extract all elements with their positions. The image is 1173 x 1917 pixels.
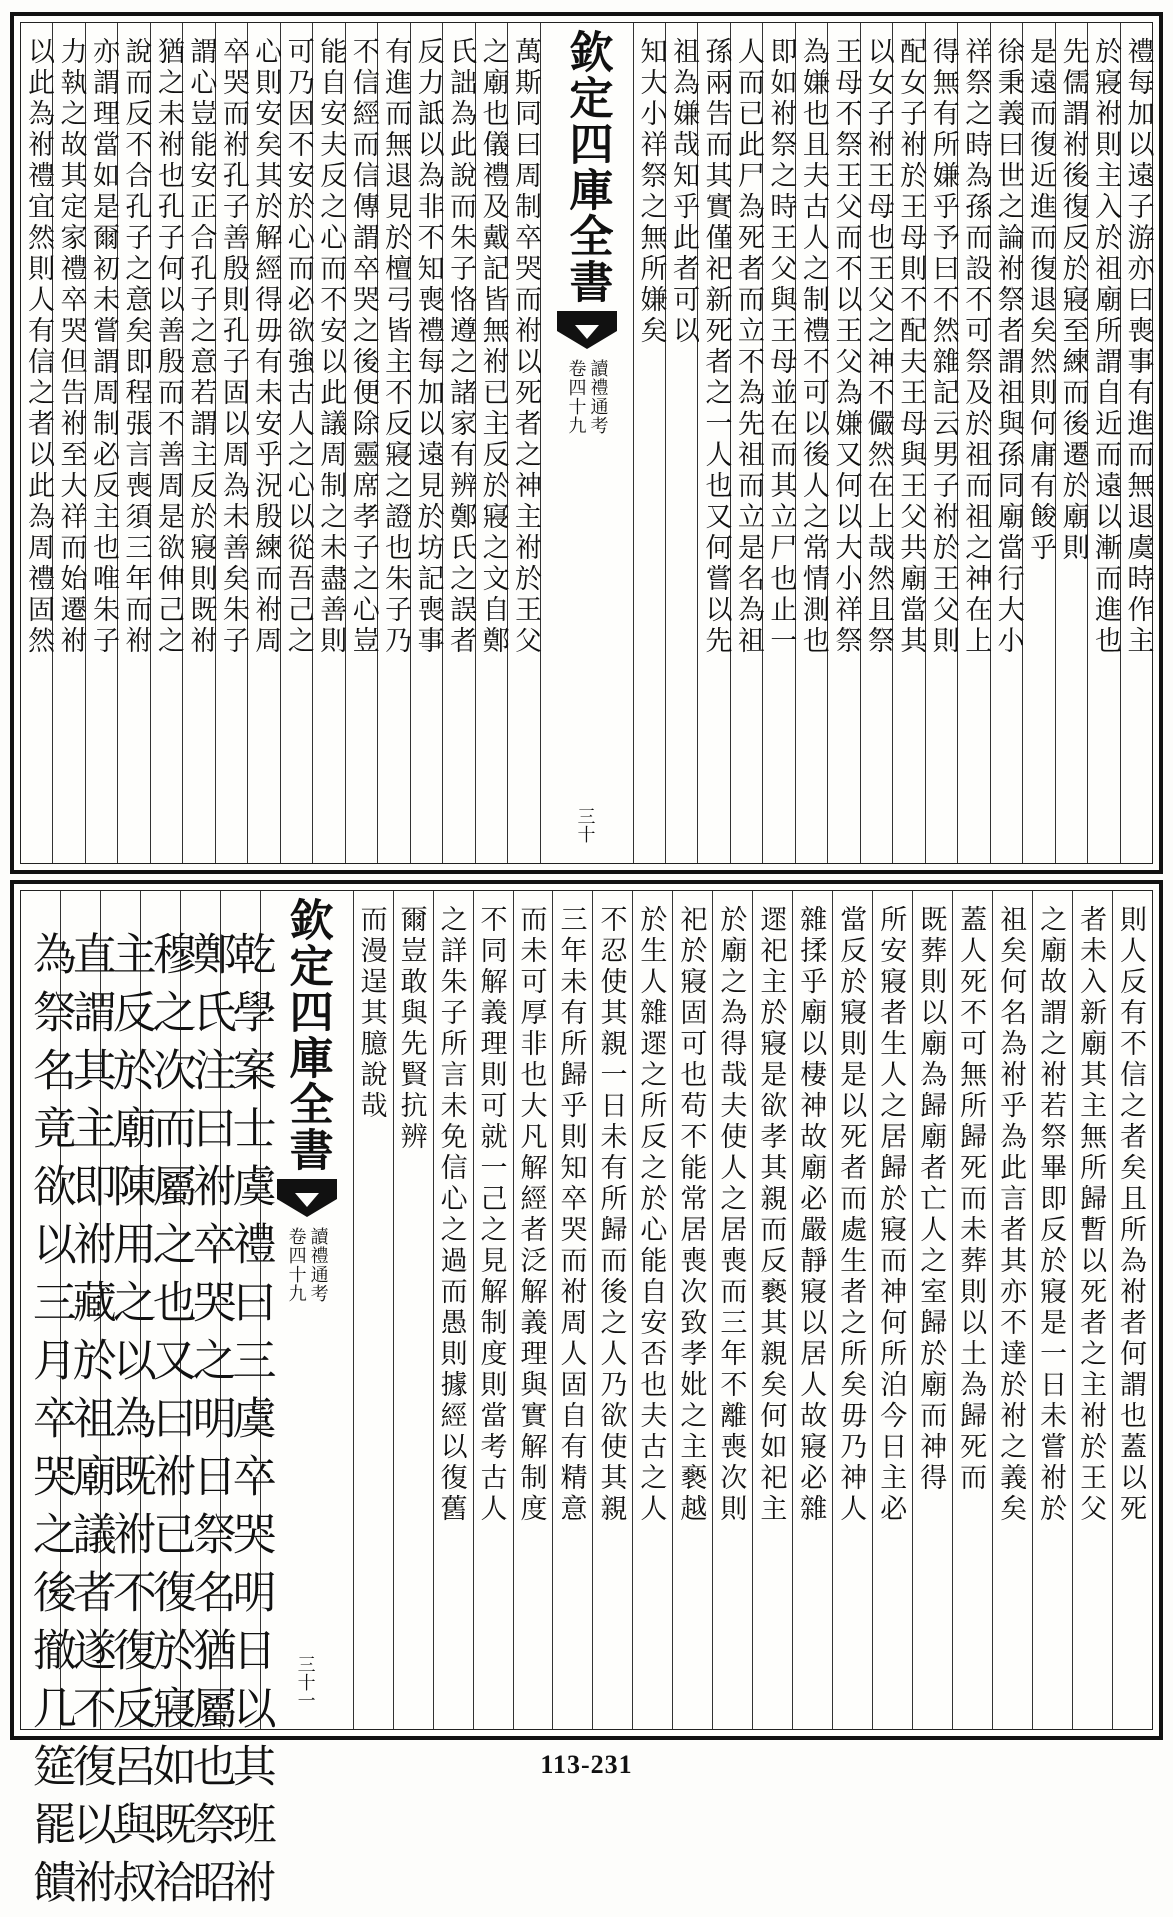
text-column: [1022, 23, 1057, 863]
text-column: [762, 23, 797, 863]
page-number: 三十一: [294, 1655, 316, 1709]
column-text: 說而反不合孔子之意矣即程張言喪須三年而祔: [120, 37, 152, 657]
text-column: [795, 23, 827, 863]
column-text: 雜揉乎廟以棲神故廟必嚴靜寢以居人故寢必雜: [795, 905, 827, 1525]
column-text: 乾學案士虞禮曰三虞卒哭明日以其班祔: [224, 931, 276, 1917]
column-text: 主反於廟陳用之以為既祔不復反呂與叔: [104, 931, 156, 1917]
juan-title: 讀禮通考: [587, 359, 609, 435]
column-text: 當反於寢則是以死者而處生者之所矣毋乃神人: [835, 905, 867, 1525]
column-text: 得無有所嫌乎予曰不然雜記云男子祔於王父則: [927, 37, 959, 657]
text-column: [990, 23, 1022, 863]
scan-page-number: 113-231: [540, 1750, 633, 1779]
column-text: 之廟也儀禮及戴記皆無祔已主反於寢之文自鄭: [477, 37, 509, 657]
column-text: 而未可厚非也大凡解經者泛解義理與實解制度: [515, 905, 547, 1525]
column-text: 以此為祔禮宜然則人有信之者以此為周禮固然: [23, 37, 54, 657]
column-text: 三年未有所歸乎則知卒哭而祔周人固自有精意: [555, 905, 587, 1525]
book-header: 欽定四庫全書: [281, 897, 333, 1173]
column-text: 於寢祔則主入於祖廟所謂自近而遠以漸而進也: [1090, 37, 1122, 657]
text-column: [827, 23, 862, 863]
text-column: [633, 23, 665, 863]
column-text: 為祭名竟欲以三月卒哭之後撤几筵罷饋: [24, 931, 76, 1917]
column-text: 謂心豈能安正合孔子之意若謂主反於寢則既祔: [185, 37, 217, 657]
text-column: [473, 891, 513, 1729]
text-column: [247, 23, 282, 863]
column-text: 穆之次而屬之也又曰祔已復於寢如既祫: [144, 931, 196, 1917]
column-text: 而漫逞其臆說哉: [355, 905, 387, 1122]
column-text: 有進而無退見於檀弓皆主不反寢之證也朱子乃: [380, 37, 412, 657]
column-text: 所安寢者生人之居歸於寢而神何所泊今日主必: [875, 905, 907, 1525]
column-text: 配女子祔於王母則不配夫王母與王父共廟當其: [895, 37, 927, 657]
column-text: 之詳朱子所言未免信心之過而愚則據經以復舊: [435, 905, 467, 1525]
juan-title: 讀禮通考: [307, 1227, 329, 1303]
column-text: 反力詆以為非不知喪禮每加以遠見於坊記喪事: [412, 37, 444, 657]
page-number: 三十: [574, 807, 596, 843]
column-text: 徐秉義曰世之論祔祭者謂祖與孫同廟當行大小: [992, 37, 1024, 657]
text-column: [952, 891, 992, 1729]
text-column: [992, 891, 1032, 1729]
text-column: [182, 23, 217, 863]
text-column: [21, 891, 76, 1917]
text-column: [632, 891, 672, 1729]
column-text: 之廟故謂之祔若祭畢即反於寢是一日未嘗祔於: [1035, 905, 1067, 1525]
column-text: 爾豈敢與先賢抗辨: [395, 905, 427, 1153]
text-column: [957, 23, 992, 863]
column-text: 氏詘為此說而朱子恪遵之諸家有辨鄭氏之誤者: [445, 37, 477, 657]
column-text: 鄭氏注曰祔卒哭之明日祭名猶屬也祭昭: [184, 931, 236, 1917]
text-column: [1055, 23, 1087, 863]
text-frame-top: [20, 22, 1153, 864]
column-text: 不同解義理則可就一己之見解制度則當考古人: [475, 905, 507, 1525]
column-text: 遝祀主於寢是欲孝其親而反褻其親矣何如祀主: [755, 905, 787, 1525]
column-text: 禮每加以遠子游亦曰喪事有進而無退虞時作主: [1122, 37, 1154, 657]
column-text: 既葬則以廟為歸廟者亡人之室歸於廟而神得: [915, 905, 947, 1494]
text-column: [410, 23, 442, 863]
column-text: 即如祔祭之時王父與王母並在而其立尸也止一: [765, 37, 797, 657]
text-column: [345, 23, 377, 863]
text-column: [215, 23, 247, 863]
text-column: [832, 891, 872, 1729]
text-column: [1112, 891, 1152, 1729]
column-text: 猶之未祔也孔子何以善殷而不善周是欲伸己之: [152, 37, 184, 657]
column-text: 祀於寢固可也苟不能常居喪次致孝妣之主褻越: [675, 905, 707, 1525]
text-column: [592, 891, 632, 1729]
page-leaf-top: [10, 12, 1163, 874]
column-text: 以女子祔王母也王父之神不儼然在上哉然且祭: [862, 37, 894, 657]
text-column: [475, 23, 507, 863]
column-text: 直謂其主即祔藏於祖廟議者遂不復以祔: [64, 931, 116, 1917]
text-column: [552, 891, 592, 1729]
column-text: 亦謂理當如是爾初未嘗謂周制必反主也唯朱子: [87, 37, 119, 657]
juan-number: 卷四十九: [565, 359, 587, 435]
text-column: [442, 23, 477, 863]
text-column: [892, 23, 927, 863]
text-column: [21, 23, 52, 863]
column-text: 祖為嫌哉知乎此者可以: [667, 37, 699, 347]
text-column: [433, 891, 473, 1729]
juan-label: [286, 1227, 328, 1303]
text-column: [150, 23, 182, 863]
column-text: 於廟之為得哉夫使人之居喪而三年不離喪次則: [715, 905, 747, 1525]
column-text: 不信經而信傳謂卒哭之後便除靈席孝子之心豈: [347, 37, 379, 657]
text-column: [672, 891, 712, 1729]
column-text: 萬斯同曰周制卒哭而祔以死者之神主祔於王父: [510, 37, 542, 657]
column-text: 力執之故其定家禮卒哭但告祔至大祥而始遷祔: [55, 37, 87, 657]
text-column: [1072, 891, 1112, 1729]
column-text: 是遠而復近進而復退矣然則何庸有餕乎: [1025, 37, 1057, 564]
text-column: [912, 891, 952, 1729]
text-column: [1087, 23, 1122, 863]
text-column: [925, 23, 957, 863]
column-text: 祥祭之時為孫而設不可祭及於祖而祖之神在上: [960, 37, 992, 657]
text-column: [665, 23, 697, 863]
column-text: 為嫌也且夫古人之制禮不可以後人之常情測也: [797, 37, 829, 657]
text-column: [752, 891, 792, 1729]
center-fold: [540, 23, 633, 863]
column-text: 王母不祭王父而不以王父為嫌又何以大小祥祭: [830, 37, 862, 657]
fishtail-mark-icon: [277, 1179, 337, 1217]
column-text: 人而已此尸為死者而立不為先祖而立是名為祖: [732, 37, 764, 657]
text-column: [280, 23, 312, 863]
text-column: [697, 23, 732, 863]
column-text: 卒哭而祔孔子善殷則孔子固以周為未善矣朱子: [217, 37, 249, 657]
column-text: 能自安夫反之心而不安以此議周制之未盡善則: [315, 37, 347, 657]
book-header: 欽定四庫全書: [561, 29, 613, 305]
text-column: [52, 23, 87, 863]
column-text: 心則安矣其於解經得毋有未安乎況殷練而祔周: [250, 37, 282, 657]
text-column: [353, 891, 393, 1729]
text-column: [712, 891, 752, 1729]
fishtail-mark-icon: [557, 311, 617, 349]
column-text: 可乃因不安於心而必欲強古人之心以從吾己之: [282, 37, 314, 657]
text-column: [507, 23, 542, 863]
text-column: [85, 23, 117, 863]
column-text: 蓋人死不可無所歸死而未葬則以土為歸死而: [955, 905, 987, 1494]
text-column: [860, 23, 892, 863]
text-column: [513, 891, 553, 1729]
column-text: 不忍使其親一日未有所歸而後之人乃欲使其親: [595, 905, 627, 1525]
text-column: [117, 23, 152, 863]
text-column: [792, 891, 832, 1729]
text-column: [730, 23, 762, 863]
column-text: 於生人雜遝之所反之於心能自安否也夫古之人: [635, 905, 667, 1525]
column-text: 先儒謂祔後復反於寢至練而後遷於廟則: [1057, 37, 1089, 564]
juan-number: 卷四十九: [285, 1227, 307, 1303]
text-column: [1120, 23, 1152, 863]
column-text: 孫兩告而其實僅祀新死者之一人也又何嘗以先: [700, 37, 732, 657]
column-text: 祖矣何名為祔乎為此言者其亦不達於祔之義矣: [995, 905, 1027, 1525]
text-column: [872, 891, 912, 1729]
text-column: [1032, 891, 1072, 1729]
column-text: 者未入新廟其主無所歸暫以死者之主祔於王父: [1075, 905, 1107, 1525]
text-column: [312, 23, 347, 863]
column-text: 知大小祥祭之無所嫌矣: [635, 37, 667, 347]
text-column: [377, 23, 412, 863]
juan-label: [566, 359, 608, 435]
column-text: 則人反有不信之者矣且所為祔者何謂也蓋以死: [1115, 905, 1147, 1525]
text-column: [393, 891, 433, 1729]
